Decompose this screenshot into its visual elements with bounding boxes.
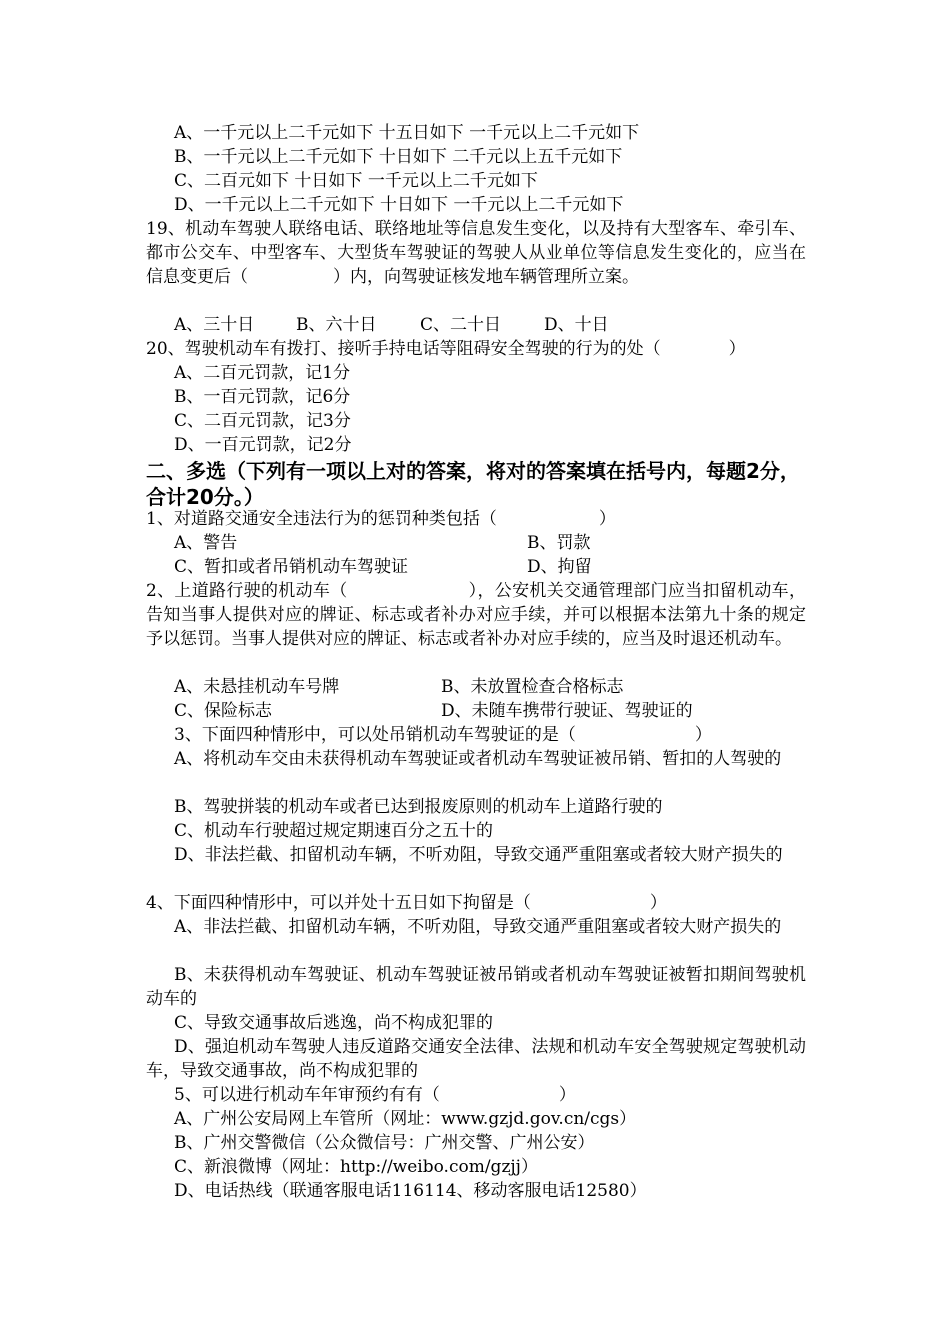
m4-option-b: B、未获得机动车驾驶证、机动车驾驶证被吊销或者机动车驾驶证被暂扣期间驾驶机动车的 (146, 965, 806, 1009)
m1-option-c: C、暂扣或者吊销机动车驾驶证 (174, 557, 409, 577)
m2-option-c: C、保险标志 (174, 701, 273, 721)
m4-option-d: D、强迫机动车驾驶人违反道路交通安全法律、法规和机动车安全驾驶规定驾驶机动车，导致交通事故，尚不构成犯罪的 (146, 1037, 806, 1081)
q18-option-b: B、一千元以上二千元如下 十日如下 二千元以上五千元如下 (174, 147, 623, 167)
q19-option-a: A、三十日 (174, 315, 255, 335)
m2-option-b: B、未放置检查合格标志 (441, 677, 624, 697)
m1-option-a: A、警告 (174, 533, 238, 553)
q19-option-d: D、十日 (544, 315, 609, 335)
q19-question: 19、机动车驾驶人联络电话、联络地址等信息发生变化，以及持有大型客车、牵引车、都市公交车、中型客车、大型货车驾驶证的驾驶人从业单位等信息发生变化的，应当在信息变更后（ ）内，向驾驶证核发地车辆管理所立案。 (146, 219, 806, 287)
q20-option-b: B、一百元罚款，记6分 (174, 387, 351, 407)
m1-option-b: B、罚款 (527, 533, 591, 553)
m3-option-b: B、驾驶拼装的机动车或者已达到报废原则的机动车上道路行驶的 (174, 797, 663, 817)
q19-option-c: C、二十日 (420, 315, 502, 335)
q20-option-c: C、二百元罚款，记3分 (174, 411, 351, 431)
q20-option-d: D、一百元罚款，记2分 (174, 435, 352, 455)
section-2-heading: 二、多选（下列有一项以上对的答案，将对的答案填在括号内，每题2分，合计20分。） (146, 459, 800, 509)
m3-option-d: D、非法拦截、扣留机动车辆，不听劝阻，导致交通严重阻塞或者较大财产损失的 (174, 845, 783, 865)
m5-option-b: B、广州交警微信（公众微信号：广州交警、广州公安） (174, 1133, 595, 1153)
q19-option-b: B、六十日 (296, 315, 377, 335)
q18-option-c: C、二百元如下 十日如下 一千元以上二千元如下 (174, 171, 538, 191)
m5-option-c: C、新浪微博（网址：http://weibo.com/gzjj） (174, 1157, 538, 1177)
m5-option-d: D、电话热线（联通客服电话116114、移动客服电话12580） (174, 1181, 647, 1201)
m2-option-d: D、未随车携带行驶证、驾驶证的 (441, 701, 693, 721)
m2-option-a: A、未悬挂机动车号牌 (174, 677, 340, 697)
m1-option-d: D、拘留 (527, 557, 592, 577)
m4-option-a: A、非法拦截、扣留机动车辆，不听劝阻，导致交通严重阻塞或者较大财产损失的 (174, 917, 782, 937)
m1-question: 1、对道路交通安全违法行为的惩罚种类包括（ ） (146, 509, 616, 529)
m5-question: 5、可以进行机动车年审预约有有（ ） (174, 1085, 576, 1105)
m5-option-a: A、广州公安局网上车管所（网址：www.gzjd.gov.cn/cgs） (174, 1109, 637, 1129)
m3-question: 3、下面四种情形中，可以处吊销机动车驾驶证的是（ ） (174, 725, 712, 745)
q20-option-a: A、二百元罚款，记1分 (174, 363, 351, 383)
m3-option-c: C、机动车行驶超过规定期速百分之五十的 (174, 821, 494, 841)
q18-option-d: D、一千元以上二千元如下 十日如下 一千元以上二千元如下 (174, 195, 624, 215)
q20-question: 20、驾驶机动车有拨打、接听手持电话等阻碍安全驾驶的行为的处（ ） (146, 339, 746, 359)
m4-option-c: C、导致交通事故后逃逸，尚不构成犯罪的 (174, 1013, 494, 1033)
m2-question: 2、上道路行驶的机动车（ ），公安机关交通管理部门应当扣留机动车，告知当事人提供对应的牌证、标志或者补办对应手续，并可以根据本法第九十条的规定予以惩罚。当事人提供对应的牌证、标志或者补办对应手续的，应当及时退还机动车。 (146, 581, 806, 649)
q18-option-a: A、一千元以上二千元如下 十五日如下 一千元以上二千元如下 (174, 123, 640, 143)
m3-option-a: A、将机动车交由未获得机动车驾驶证或者机动车驾驶证被吊销、暂扣的人驾驶的 (174, 749, 782, 769)
m4-question: 4、下面四种情形中，可以并处十五日如下拘留是（ ） (146, 893, 667, 913)
